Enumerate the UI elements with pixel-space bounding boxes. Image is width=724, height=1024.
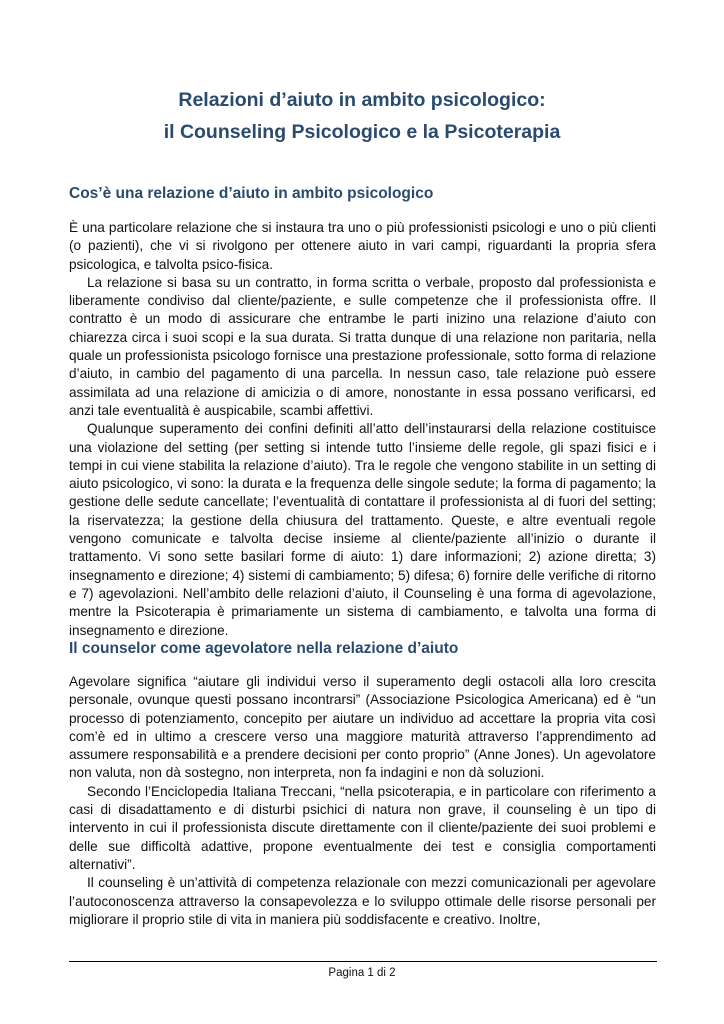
page-number: Pagina 1 di 2 (328, 967, 396, 979)
section-2-paragraph-2: Secondo l’Enciclopedia Italiana Treccani, “nella psicoterapia, e in particolare con riferimento a casi di disadattamento e di disturbi psichici di natura non grave, il counseling è un tipo di intervento in cui il professionista discute direttamente con il cliente/paziente dei suoi problemi e delle sue difficoltà adattive, propone eventualmente dei test e consiglia comportamenti alternativi”. (69, 783, 656, 872)
section-2-heading: Il counselor come agevolatore nella relazione d’aiuto (69, 640, 459, 657)
section-1-heading: Cos’è una relazione d’aiuto in ambito psicologico (69, 185, 434, 202)
section-2-body (69, 673, 656, 929)
document-title-line-1: Relazioni d’aiuto in ambito psicologico: (178, 89, 546, 111)
footer-divider (69, 961, 657, 962)
section-2-paragraph-1: Agevolare significa “aiutare gli individui verso il superamento degli ostacoli alla loro crescita personale, ovunque questi possano incontrarsi” (Associazione Psicologica Americana) ed è “un processo di potenziamento, concepito per aiutare un individuo ad accettare la propria vita così com’è ed in ultimo a crescere verso una maggiore maturità attraverso l’apprendimento ad assumere responsabilità e a prendere decisioni per conto proprio” (Anne Jones). Un agevolatore non valuta, non dà sostegno, non interpreta, non fa indagini e non dà soluzioni. (69, 674, 656, 781)
section-1-paragraph-2: La relazione si basa su un contratto, in forma scritta o verbale, proposto dal professionista e liberamente condiviso dal cliente/paziente, e sulle competenze che il professionista offre. Il contratto è un modo di assicurare che entrambe le parti inizino una relazione d’aiuto con chiarezza circa i suoi scopi e la sua durata. Si tratta dunque di una relazione non paritaria, nella quale un professionista psicologo fornisce una prestazione professionale, sotto forma di relazione d’aiuto, in cambio del pagamento di una parcella. In nessun caso, tale relazione può essere assimilata ad una relazione di amicizia o di amore, nonostante in essa possano verificarsi, ed anzi tale eventualità è auspicabile, scambi affettivi. (69, 274, 656, 418)
section-2-paragraph-3: Il counseling è un’attività di competenza relazionale con mezzi comunicazionali per agevolare l’autoconoscenza attraverso la consapevolezza e lo sviluppo ottimale delle risorse personali per migliorare il proprio stile di vita in maniera più soddisfacente e creativo. Inoltre, (69, 875, 656, 927)
section-1-paragraph-3: Qualunque superamento dei confini definiti all’atto dell’instaurarsi della relazione costituisce una violazione del setting (per setting si intende tutto l’insieme delle regole, gli spazi fisici e i tempi in cui viene stabilita la relazione d’aiuto). Tra le regole che vengono stabilite in un setting di aiuto psicologico, vi sono: la durata e la frequenza delle singole sedute; la forma di pagamento; la gestione delle sedute cancellate; l’eventualità di contattare il professionista al di fuori del setting; la riservatezza; la gestione della chiusura del trattamento. Queste, e altre eventuali regole vengono comunicate e talvolta decise insieme al cliente/paziente all’inizio o durante il trattamento. Vi sono sette basilari forme di aiuto: 1) dare informazioni; 2) azione diretta; 3) insegnamento e direzione; 4) sistemi di cambiamento; 5) difesa; 6) fornire delle verifiche di ritorno e 7) agevolazioni. Nell’ambito delle relazioni d’aiuto, il Counseling è una forma di agevolazione, mentre la Psicoterapia è primariamente un sistema di cambiamento, e talvolta una forma di insegnamento e direzione. (69, 421, 656, 638)
section-1-paragraph-1: È una particolare relazione che si instaura tra uno o più professionisti psicologi e uno o più clienti (o pazienti), che vi si rivolgono per ottenere aiuto in vari campi, riguardanti la propria sfera psicologica, e talvolta psico-fisica. (69, 220, 656, 272)
document-title-line-2: il Counseling Psicologico e la Psicoterapia (163, 121, 561, 143)
section-1-body (69, 219, 656, 640)
